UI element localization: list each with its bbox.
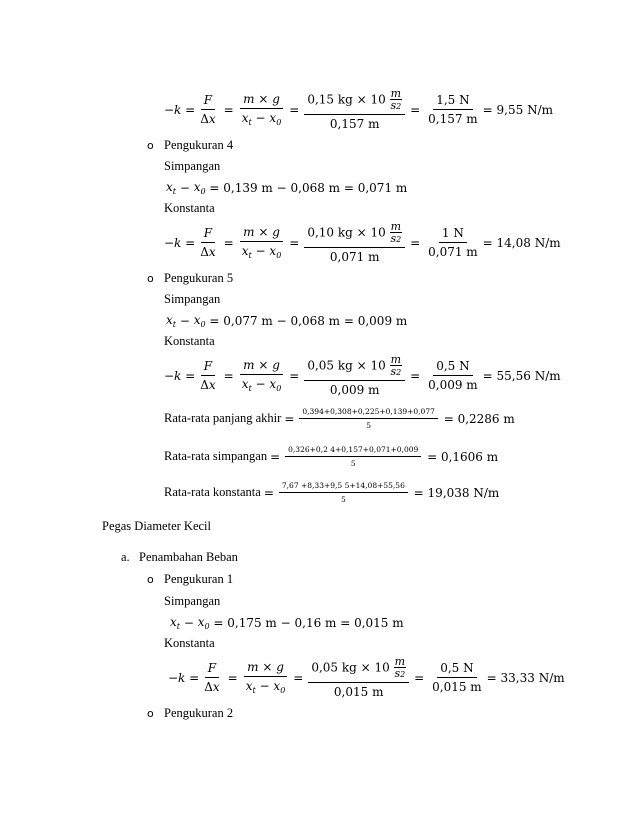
simpangan-value: = 0,139 m − 0,068 m = 0,071 m — [209, 181, 408, 195]
delta-x-value: 0,071 m — [428, 245, 478, 259]
bullet-icon: o — [147, 139, 154, 152]
rata-rata-konstanta: Rata-rata konstanta = $\frac{7,67 +8,33+9,5 5+14,08+55,56}{5}$ = 19,038 N/m — [164, 481, 500, 504]
delta-x-value: 0,071 m — [329, 250, 380, 264]
konstanta-result: = 33,33 N/m — [486, 670, 565, 685]
section-title: Pegas Diameter Kecil — [102, 519, 211, 533]
force-value: 1 N — [439, 226, 467, 243]
avg-label: Rata-rata panjang akhir — [164, 411, 282, 425]
simpangan-equation-1: $x_t$ − $x_0$ = 0,175 m − 0,16 m = 0,015 m — [170, 615, 404, 631]
bullet-icon: o — [147, 573, 154, 586]
label-konstanta: Konstanta — [164, 334, 215, 348]
label-konstanta: Konstanta — [164, 201, 215, 215]
avg-numerator: 0,394+0,308+0,225+0,139+0,077 — [299, 407, 438, 419]
konstanta-equation-1: −k = $\frac{F}{\Delta x}$ = $\frac{m \times g}{x_t - x_0}$ = 0,05 kg × 10 $\frac{m}{s2}$ 0,015 m = $\frac{0,5 N}{0,015 m}$ = 33,33 N/m — [168, 655, 565, 699]
simpangan-value: = 0,077 m − 0,068 m = 0,009 m — [209, 314, 408, 328]
simpangan-equation-4: $x_t$ − $x_0$ = 0,139 m − 0,068 m = 0,071 m — [166, 180, 408, 196]
avg-result: 19,038 N/m — [427, 485, 500, 500]
avg-result: 0,1606 m — [440, 449, 499, 464]
heading-pengukuran-1: Pengukuran 1 — [164, 572, 234, 586]
bullet-icon: o — [147, 272, 154, 285]
delta-x-value: 0,015 m — [432, 680, 482, 694]
label-konstanta: Konstanta — [164, 636, 215, 650]
label-simpangan: Simpangan — [164, 292, 221, 306]
simpangan-value: = 0,175 m − 0,16 m = 0,015 m — [213, 616, 404, 630]
subsection-title: Penambahan Beban — [139, 550, 238, 564]
simpangan-equation-5: $x_t$ − $x_0$ = 0,077 m − 0,068 m = 0,009 m — [166, 313, 408, 329]
heading-pengukuran-5: Pengukuran 5 — [164, 271, 234, 285]
mass-gravity-value: 0,05 kg × 10 — [311, 660, 390, 675]
bullet-icon: o — [147, 707, 154, 720]
avg-result: 0,2286 m — [457, 411, 515, 426]
mass-gravity-value: 0,05 kg × 10 — [307, 358, 386, 373]
list-marker: a. — [121, 550, 130, 564]
konstanta-equation-3: −k = $\frac{F}{\Delta x}$ = $\frac{m \times g}{x_t - x_0}$ = 0,15 kg × 10 $\frac{m}{s2}$ 0,157 m = $\frac{1,5 N}{0,157 m}$ = 9,55 N/m — [164, 87, 553, 131]
delta-x-value: 0,009 m — [428, 378, 478, 392]
label-simpangan: Simpangan — [164, 159, 221, 173]
force-value: 0,5 N — [433, 359, 472, 376]
rata-rata-simpangan: Rata-rata simpangan = $\frac{0,326+0,2 4+0,157+0,071+0,009}{5}$ = 0,1606 m — [164, 445, 499, 468]
konstanta-result: = 55,56 N/m — [482, 368, 561, 383]
delta-x-value: 0,009 m — [329, 383, 380, 397]
label-simpangan: Simpangan — [164, 594, 221, 608]
delta-x-value: 0,157 m — [428, 112, 478, 126]
konstanta-result: = 9,55 N/m — [482, 102, 553, 117]
avg-numerator: 7,67 +8,33+9,5 5+14,08+55,56 — [279, 481, 408, 493]
delta-x-value: 0,157 m — [329, 117, 380, 131]
avg-numerator: 0,326+0,2 4+0,157+0,071+0,009 — [285, 445, 421, 457]
avg-denominator: 5 — [350, 459, 356, 468]
heading-pengukuran-4: Pengukuran 4 — [164, 138, 234, 152]
avg-label: Rata-rata konstanta — [164, 485, 261, 499]
konstanta-equation-4: −k = $\frac{F}{\Delta x}$ = $\frac{m \times g}{x_t - x_0}$ = 0,10 kg × 10 $\frac{m}{s2}$ 0,071 m = $\frac{1 N}{0,071 m}$ = 14,08 N/m — [164, 220, 561, 264]
avg-label: Rata-rata simpangan — [164, 449, 268, 463]
heading-pengukuran-2: Pengukuran 2 — [164, 706, 234, 720]
avg-denominator: 5 — [340, 495, 346, 504]
konstanta-equation-5: −k = $\frac{F}{\Delta x}$ = $\frac{m \times g}{x_t - x_0}$ = 0,05 kg × 10 $\frac{m}{s2}$ 0,009 m = $\frac{0,5 N}{0,009 m}$ = 55,56 N/m — [164, 353, 561, 397]
force-value: 0,5 N — [437, 661, 476, 678]
mass-gravity-value: 0,15 kg × 10 — [307, 92, 386, 107]
konstanta-result: = 14,08 N/m — [482, 235, 561, 250]
delta-x-value: 0,015 m — [333, 685, 384, 699]
force-value: 1,5 N — [433, 93, 472, 110]
avg-denominator: 5 — [366, 421, 372, 430]
mass-gravity-value: 0,10 kg × 10 — [307, 225, 386, 240]
rata-rata-panjang-akhir: Rata-rata panjang akhir = $\frac{0,394+0,308+0,225+0,139+0,077}{5}$ = 0,2286 m — [164, 407, 515, 430]
